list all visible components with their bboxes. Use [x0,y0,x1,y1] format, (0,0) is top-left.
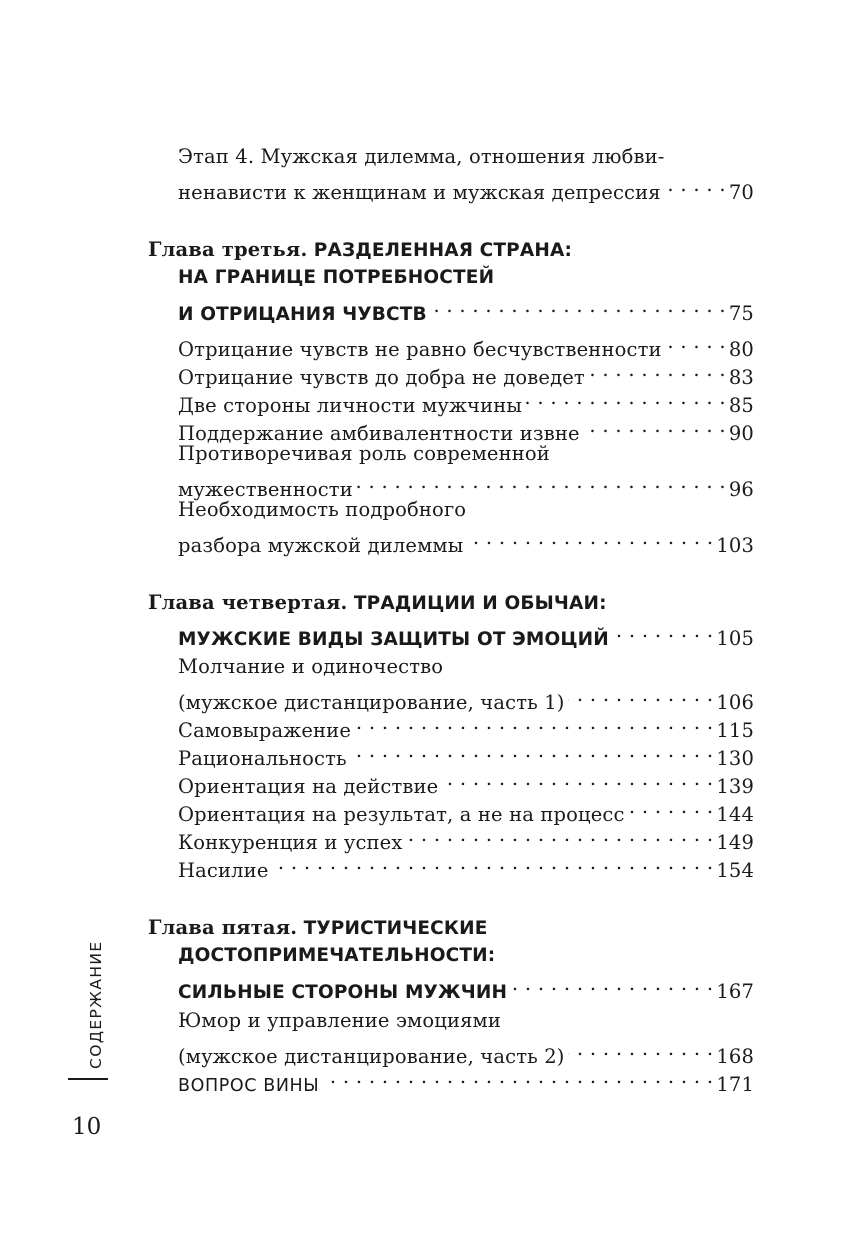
dot-leader [356,468,726,496]
section-rule [68,1078,108,1080]
dot-leader [354,709,713,737]
toc-entry[interactable]: Рациональность . . . 130 [178,737,754,765]
toc-entry[interactable]: Две стороны личности мужчины . . . 85 [178,384,754,412]
dot-leader [510,970,713,998]
chapter-4-heading[interactable] [148,589,754,617]
toc-entry[interactable]: разбора мужской дилеммы . . . 103 [178,524,754,552]
page-ref: 103 [716,534,754,557]
chapter-title: РАЗДЕЛЕННАЯ СТРАНА: [313,240,573,261]
toc-entry[interactable]: мужественности . . . 96 [178,468,754,496]
page-ref: 75 [728,302,754,325]
toc-entry[interactable]: Поддержание амбивалентности извне . . . 90 [178,412,754,440]
page-ref: 96 [728,478,754,501]
toc-entry-etap4[interactable]: ненависти к женщинам и мужская депрессия . . . 70 [178,171,754,199]
page-ref: 167 [716,980,754,1003]
dot-leader [665,328,726,356]
dot-leader [568,1035,714,1063]
toc-entry[interactable]: Ориентация на результат, а не на процесс . . . 144 [178,793,754,821]
page-ref: 106 [716,691,754,714]
chapter-title: ТУРИСТИЧЕСКИЕ [303,918,488,939]
page-ref: 139 [716,775,754,798]
chapter-4-title-line2[interactable]: МУЖСКИЕ ВИДЫ ЗАЩИТЫ ОТ ЭМОЦИЙ . . . 105 [178,617,754,645]
dot-leader [583,412,726,440]
page-ref: 83 [728,366,754,389]
toc-entry[interactable]: Конкуренция и успех . . . 149 [178,821,754,849]
page-ref: 171 [716,1073,754,1096]
dot-leader [406,821,714,849]
toc-entry-line1: Юмор и управление эмоциями [178,1009,502,1032]
dot-leader [466,524,713,552]
chapter-label: Глава пятая. [148,916,298,939]
page-ref: 70 [728,181,754,204]
page-ref: 105 [716,627,754,650]
toc-entry[interactable]: Отрицание чувств не равно бесчувственности . . . 80 [178,328,754,356]
page-ref: 130 [716,747,754,770]
page-ref: 90 [728,422,754,445]
chapter-label: Глава третья. [148,238,308,261]
chapter-3-title-line3[interactable]: И ОТРИЦАНИЯ ЧУВСТВ . . . 75 [178,292,754,320]
dot-leader [272,849,714,877]
toc-entry-etap4-line1: Этап 4. Мужская дилемма, отношения любви- [178,145,665,168]
chapter-3-heading[interactable] [148,236,754,264]
dot-leader [441,765,713,793]
chapter-5-title-line2: ДОСТОПРИМЕЧАТЕЛЬНОСТИ: [178,945,496,966]
toc-entry[interactable]: Насилие . . . 154 [178,849,754,877]
dot-leader [568,681,714,709]
chapter-label: Глава четвертая. [148,591,348,614]
dot-leader [322,1063,713,1091]
page-ref: 168 [716,1045,754,1068]
dot-leader [628,793,714,821]
toc-entry[interactable]: Самовыражение . . . 115 [178,709,754,737]
page-ref: 144 [716,803,754,826]
dot-leader [612,617,713,645]
toc-entry[interactable]: Ориентация на действие . . . 139 [178,765,754,793]
page-ref: 80 [728,338,754,361]
dot-leader [525,384,726,412]
chapter-title: ТРАДИЦИИ И ОБЫЧАИ: [353,593,607,614]
dot-leader [588,356,726,384]
toc-entry-line1: Противоречивая роль современной [178,442,550,465]
toc-entry[interactable]: ВОПРОС ВИНЫ . . . 171 [178,1063,754,1091]
toc-entry-line1: Молчание и одиночество [178,655,444,678]
page-ref: 154 [716,859,754,882]
chapter-5-heading[interactable] [148,914,754,942]
toc-entry-line1: Необходимость подробного [178,498,467,521]
dot-leader [664,171,726,199]
page-number: 10 [72,1114,102,1140]
page-ref: 149 [716,831,754,854]
section-label: СОДЕРЖАНИЕ [87,940,105,1069]
toc-entry[interactable]: (мужское дистанцирование, часть 2) . . . 168 [178,1035,754,1063]
page-ref: 115 [716,719,754,742]
chapter-5-title-line3[interactable]: СИЛЬНЫЕ СТОРОНЫ МУЖЧИН . . . 167 [178,970,754,998]
page-ref: 85 [728,394,754,417]
chapter-3-title-line2: НА ГРАНИЦЕ ПОТРЕБНОСТЕЙ [178,267,495,288]
dot-leader [350,737,714,765]
toc-entry[interactable]: (мужское дистанцирование, часть 1) . . . 106 [178,681,754,709]
toc-entry[interactable]: Отрицание чувств до добра не доведет . . . 83 [178,356,754,384]
dot-leader [430,292,726,320]
